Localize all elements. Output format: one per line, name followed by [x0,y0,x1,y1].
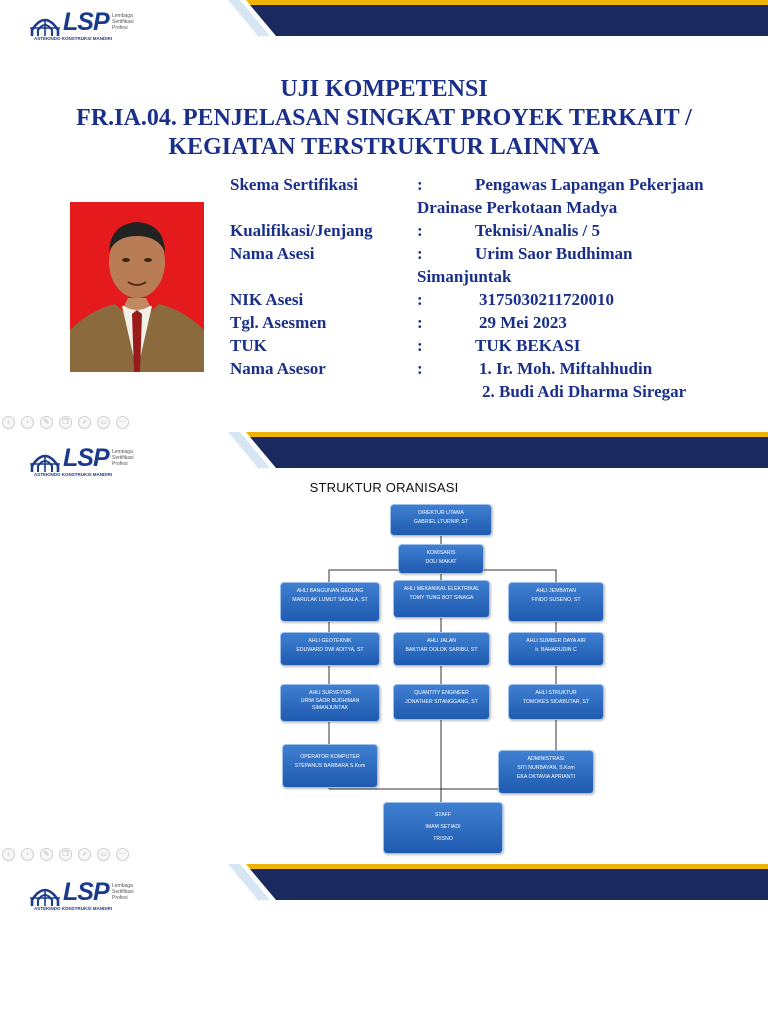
org-box-ahli-jalan [393,632,490,666]
field-colon: : [417,290,423,309]
field-value-cont: Drainase Perkotaan Madya [417,198,618,217]
field-label: Nama Asesor [230,359,326,378]
field-label: Skema Sertifikasi [230,175,358,194]
org-box-qe [393,684,490,720]
org-box-operator [282,744,378,788]
field-value: Urim Saor Budhiman [475,244,633,263]
org-name: URIM SAOR BUDHIMAN SIMANJUNTAK [300,698,360,711]
logo-tagline: Lembaga Sertifikasi Profesi [112,13,134,31]
org-role: STAFF [434,812,452,818]
slide-cover [0,0,768,430]
title-line-1: UJI KOMPETENSI [280,76,488,102]
org-name: SITI NURBAYAN, S.Kom [517,765,575,771]
logo-text: LSP [63,8,109,36]
org-role: OPERATOR KOMPUTER [300,754,360,760]
org-box-ahli-jembatan [508,582,604,622]
org-connectors [0,432,768,862]
org-role: ADMINISTRASI [527,756,565,762]
org-name: EKA OKTAVIA APRIANTI [516,774,576,780]
assessee-photo [70,202,204,372]
field-value-cont: Simanjuntak [417,267,512,286]
slide-header [0,0,768,50]
org-name: FINDO SUSENO, ST [531,597,581,603]
zoom-icon[interactable]: ⌕ [78,416,91,429]
copy-icon[interactable]: ❐ [59,848,72,861]
copy-icon[interactable]: ❐ [59,416,72,429]
org-box-direktur [390,504,492,536]
field-label: TUK [230,336,267,355]
zoom-icon[interactable]: ⌕ [78,848,91,861]
field-colon: : [417,359,423,378]
slide-toolbar [2,848,132,862]
org-box-administrasi [498,750,594,794]
prev-icon[interactable]: ‹ [2,848,15,861]
next-icon[interactable]: › [21,848,34,861]
org-name: IMAM SETIADI [425,824,461,830]
org-role: DIREKTUR UTAMA [418,510,464,516]
arch-icon [30,10,60,38]
org-role: AHLI JALAN [426,638,457,644]
lsp-logo [30,8,145,42]
slide-next [0,864,768,1024]
prev-icon[interactable]: ‹ [2,416,15,429]
screen-icon[interactable]: ▭ [97,848,110,861]
org-role: AHLI JEMBATAN [536,588,576,594]
org-name: MARULAK LUMUT SASALA, ST [292,597,368,603]
logo-text: LSP [63,444,109,472]
lsp-logo [30,878,145,912]
field-value-cont: 2. Budi Adi Dharma Siregar [482,382,687,401]
org-name: EDUWARD DWI ADITYA, ST [296,647,364,653]
field-label: Nama Asesi [230,244,315,263]
field-value: Teknisi/Analis / 5 [475,221,601,240]
slide-org-chart [0,432,768,862]
org-name: TOMOKES SIDABUTAR, ST [522,699,590,705]
org-role: QUANTITY ENGINEER [414,690,469,696]
org-box-ahli-surveyor [280,684,380,722]
field-label: NIK Asesi [230,290,304,309]
slide-toolbar [2,416,132,430]
page-title [0,75,768,162]
logo-subtitle: ASTEKINDO KONSTRUKSI MANDIRI [34,906,113,911]
field-value: 29 Mei 2023 [479,313,567,332]
logo-subtitle: ASTEKINDO KONSTRUKSI MANDIRI [34,472,113,477]
org-box-ahli-gedung [280,582,380,622]
field-label: Tgl. Asesmen [230,313,327,332]
org-name: Ir. BAHARUDIN C [535,647,577,653]
org-role: KOMISARIS [426,550,456,556]
org-name: BAKTIAR DOLOK SARIBU, ST [405,647,478,653]
logo-tagline: Lembaga Sertifikasi Profesi [112,449,134,467]
org-name: DOLI MAKAT [425,559,457,565]
org-box-ahli-sda [508,632,604,666]
org-name: STEPANUS BARBARA S.Kom [294,763,366,769]
arch-icon [30,880,60,908]
more-icon[interactable]: ⋯ [116,848,129,861]
org-role: AHLI SUMBER DAYA AIR [526,638,586,644]
field-colon: : [417,244,423,263]
field-label: Kualifikasi/Jenjang [230,221,373,240]
org-box-ahli-struktur [508,684,604,720]
org-role: AHLI STRUKTUR [535,690,577,696]
field-colon: : [417,336,423,355]
field-value: TUK BEKASI [475,336,581,355]
org-name: TOMY TUNG BOT SINAGA [409,595,474,601]
org-chart-title: STRUKTUR ORANISASI [309,480,459,495]
pen-icon[interactable]: ✎ [40,848,53,861]
logo-text: LSP [63,878,109,906]
org-role: AHLI BANGUNAN GEDUNG [296,588,364,594]
org-box-staff [383,802,503,854]
screen-icon[interactable]: ▭ [97,416,110,429]
org-box-komisaris [398,544,484,574]
slide-header [0,864,768,914]
org-role: AHLI GEOTEKNIK [308,638,352,644]
field-colon: : [417,313,423,332]
pen-icon[interactable]: ✎ [40,416,53,429]
title-line-2: FR.IA.04. PENJELASAN SINGKAT PROYEK TERKAIT / [76,105,692,131]
header-stripes [228,864,768,900]
field-value: 3175030211720010 [479,290,615,309]
header-stripes [228,0,768,36]
org-name: GABRIEL LTURNIP, ST [413,519,469,525]
logo-tagline: Lembaga Sertifikasi Profesi [112,883,134,901]
field-value: Pengawas Lapangan Pekerjaan [475,175,704,194]
org-box-ahli-me [393,580,490,618]
logo-subtitle: ASTEKINDO KONSTRUKSI MANDIRI [34,36,113,41]
org-name: TRISNO [433,836,453,842]
org-role: AHLI SURVEYOR [309,690,351,696]
org-role: AHLI MEKANIKAL ELEKTRIKAL [403,586,480,592]
person-photo-icon [70,202,204,372]
next-icon[interactable]: › [21,416,34,429]
more-icon[interactable]: ⋯ [116,416,129,429]
field-colon: : [417,175,423,194]
field-value: 1. Ir. Moh. Miftahhudin [479,359,653,378]
org-box-ahli-geoteknik [280,632,380,666]
field-colon: : [417,221,423,240]
title-line-3: KEGIATAN TERSTRUKTUR LAINNYA [168,134,600,160]
org-name: JONATHER SITANGGANG, ST [405,699,478,705]
